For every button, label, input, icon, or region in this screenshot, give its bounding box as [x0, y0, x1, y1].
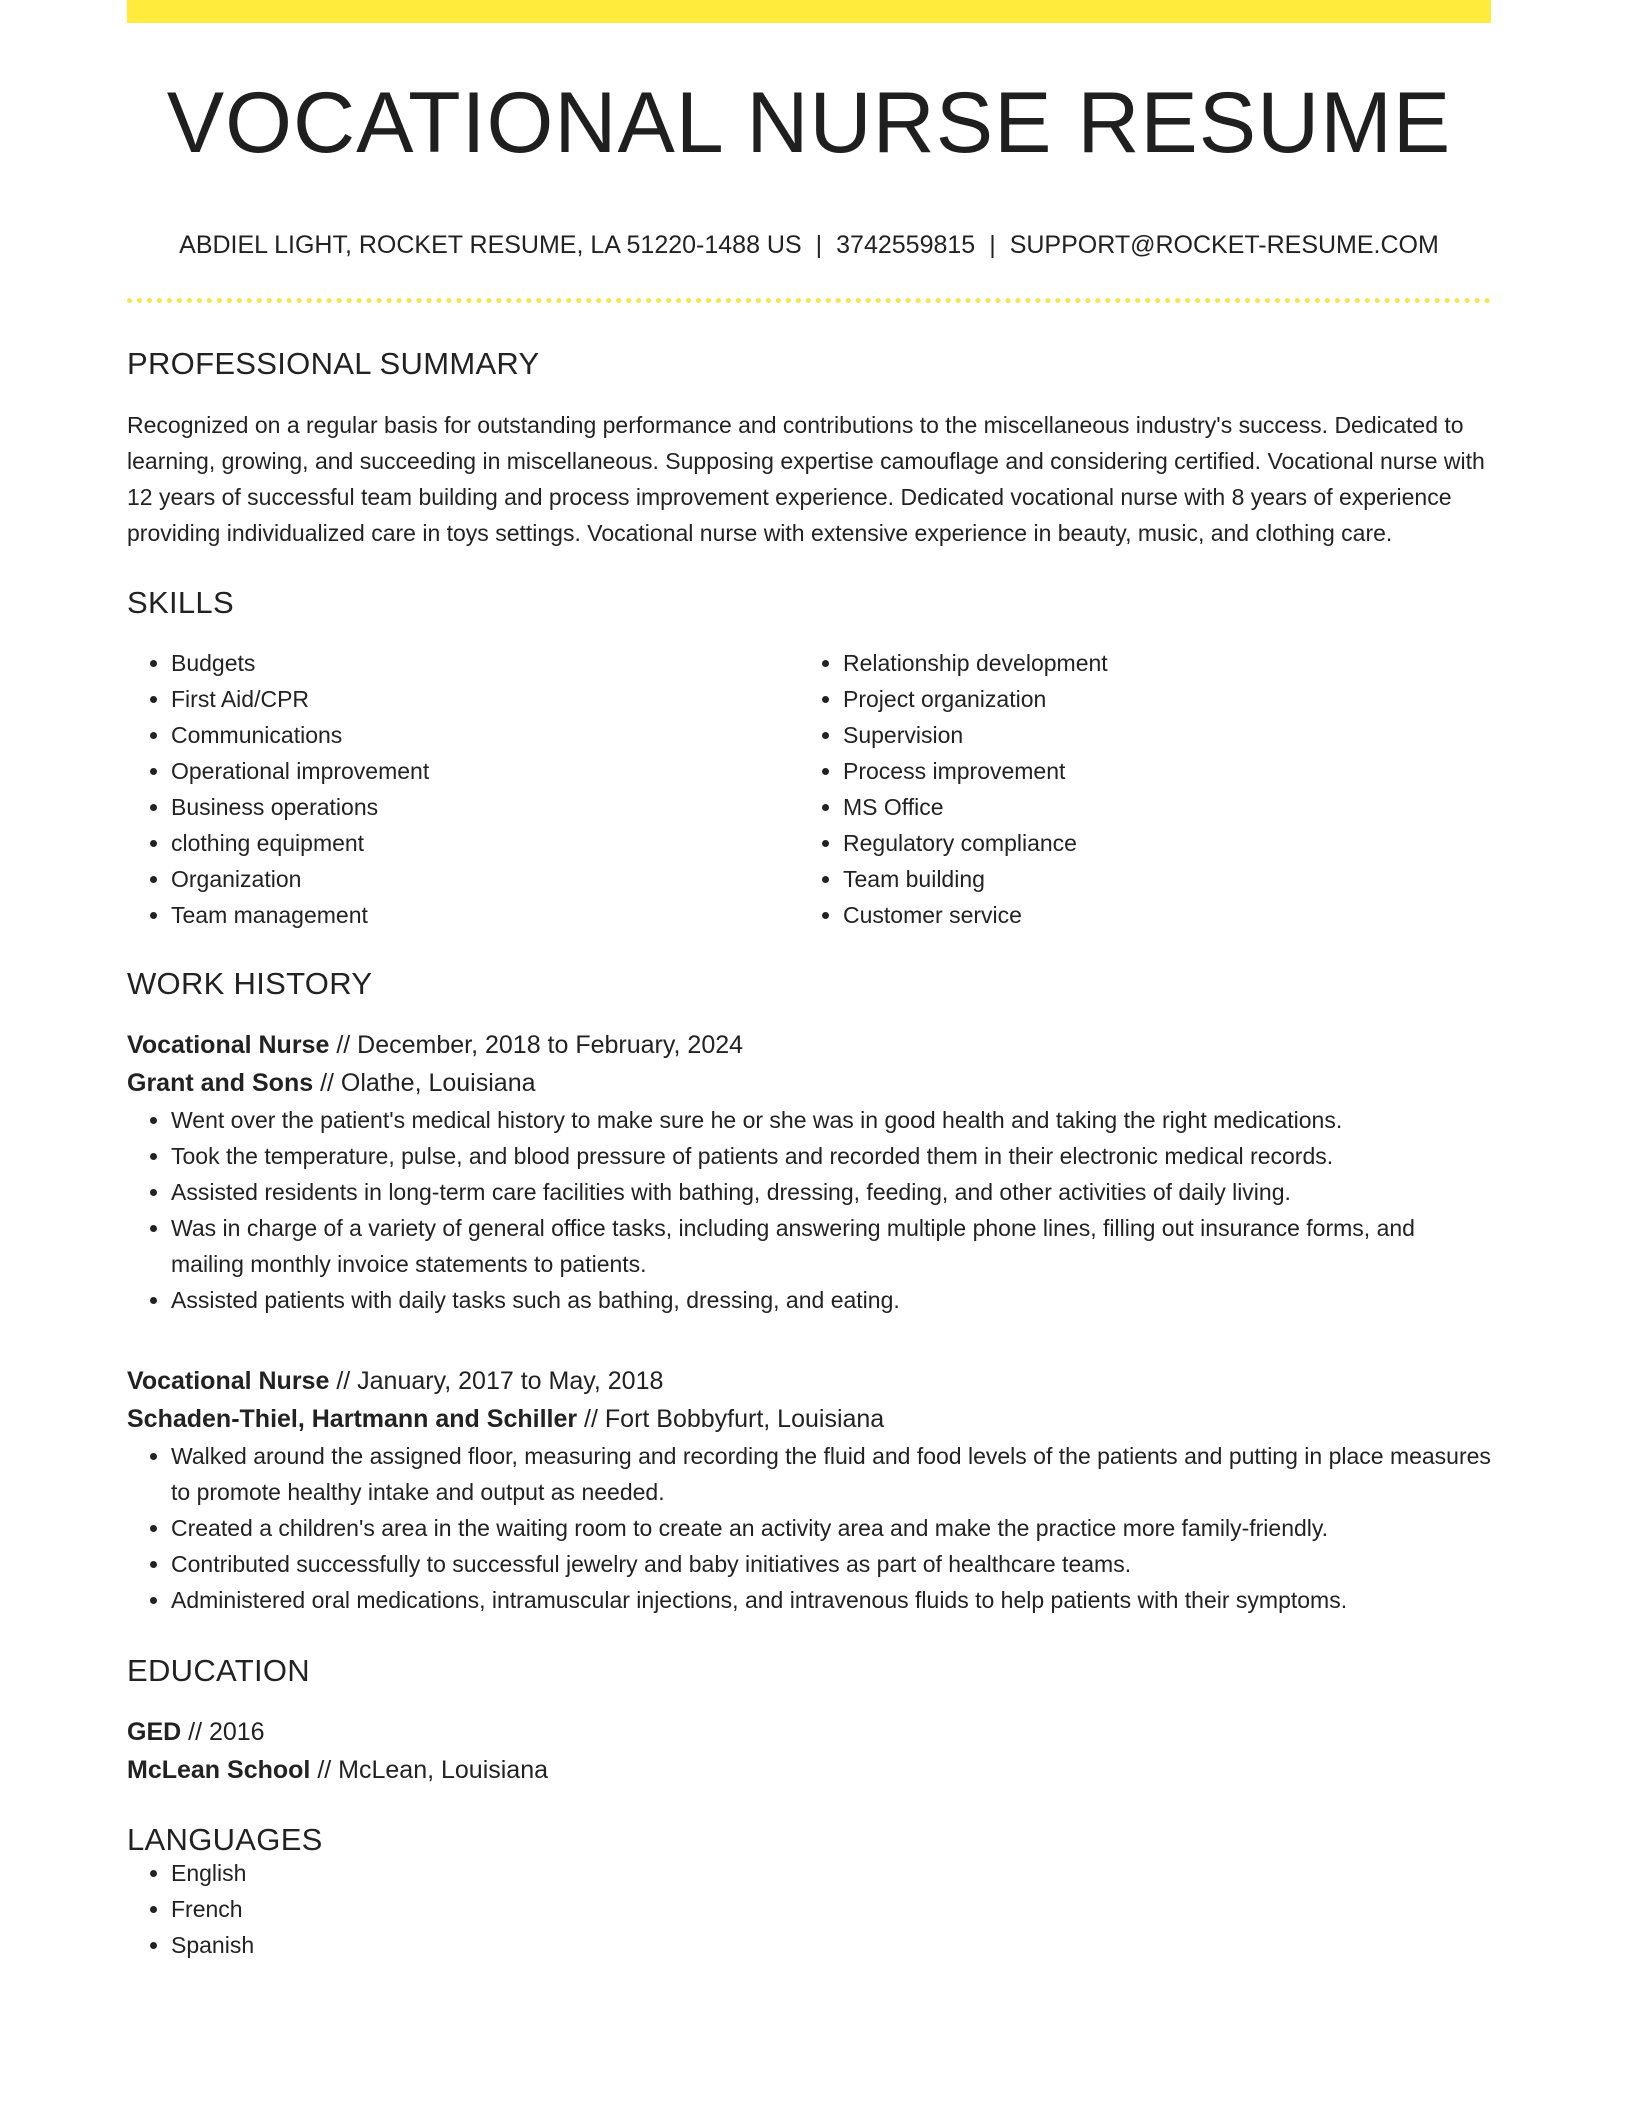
job-duties-list [127, 1438, 1491, 1618]
language-item: • English [171, 1855, 1491, 1891]
skill-item: • Project organization [843, 681, 1471, 717]
contact-email: SUPPORT@ROCKET-RESUME.COM [1009, 231, 1439, 259]
job-duty: • Went over the patient's medical history to make sure he or she was in good health and taking the right medications. [171, 1102, 1491, 1138]
job-duty: • Contributed successfully to successful jewelry and baby initiatives as part of healthcare teams. [171, 1546, 1491, 1582]
job-company: Grant and Sons [127, 1069, 314, 1097]
job-entry [127, 1026, 1491, 1318]
education-degree: GED [127, 1718, 182, 1746]
job-duty: • Walked around the assigned floor, measuring and recording the fluid and food levels of the patients and putting in place measures to promote healthy intake and output as needed. [171, 1438, 1491, 1510]
language-item: • French [171, 1891, 1491, 1927]
skill-item: • Business operations [171, 789, 799, 825]
job-dates: // December, 2018 to February, 2024 [329, 1031, 744, 1059]
education-degree-line [127, 1713, 1491, 1751]
accent-top-bar [127, 0, 1491, 23]
summary-text: Recognized on a regular basis for outstanding performance and contributions to the miscellaneous industry's success. Dedicated to learning, growing, and succeeding in miscellaneous. Supposing expertise camouflage and considering certified. Vocational nurse with 12 years of successful team building and process improvement experience. Dedicated vocational nurse with 8 years of experience providing individualized care in toys settings. Vocational nurse with extensive experience in beauty, music, and clothing care. [127, 412, 1485, 546]
job-duty: • Administered oral medications, intramuscular injections, and intravenous fluids to help patients with their symptoms. [171, 1582, 1491, 1618]
skills-list-right [799, 645, 1471, 933]
skill-item: • Team building [843, 861, 1471, 897]
skills-list-left [127, 645, 799, 933]
skill-item: • Budgets [171, 645, 799, 681]
job-location: // Fort Bobbyfurt, Louisiana [577, 1405, 885, 1433]
contact-phone: 3742559815 [836, 231, 976, 259]
job-title: Vocational Nurse [127, 1367, 330, 1395]
contact-separator: | [815, 231, 823, 259]
skill-item: • First Aid/CPR [171, 681, 799, 717]
education-year: // 2016 [181, 1718, 265, 1746]
skills-column-right [799, 645, 1471, 933]
skill-item: • Relationship development [843, 645, 1471, 681]
skills-column-left [127, 645, 799, 933]
skill-item: • Customer service [843, 897, 1471, 933]
languages-list [127, 1855, 1491, 1963]
job-dates: // January, 2017 to May, 2018 [329, 1367, 664, 1395]
education-school-line [127, 1751, 1491, 1789]
skill-item: • Communications [171, 717, 799, 753]
job-title-line [127, 1026, 1491, 1064]
education-school: McLean School [127, 1756, 311, 1784]
language-item: • Spanish [171, 1927, 1491, 1963]
education-location: // McLean, Louisiana [310, 1756, 549, 1784]
education-heading: EDUCATION [127, 1653, 310, 1688]
job-company-line [127, 1400, 1491, 1438]
job-duty: • Was in charge of a variety of general office tasks, including answering multiple phone lines, filling out insurance forms, and mailing monthly invoice statements to patients. [171, 1210, 1491, 1282]
contact-separator: | [989, 231, 996, 259]
summary-heading: PROFESSIONAL SUMMARY [127, 346, 540, 381]
job-duty: • Assisted patients with daily tasks such as bathing, dressing, and eating. [171, 1282, 1491, 1318]
job-duty: • Took the temperature, pulse, and blood pressure of patients and recorded them in their electronic medical records. [171, 1138, 1491, 1174]
contact-address: ABDIEL LIGHT, ROCKET RESUME, LA 51220-1488 US [179, 231, 802, 259]
skill-item: • clothing equipment [171, 825, 799, 861]
job-duties-list [127, 1102, 1491, 1318]
job-entry [127, 1362, 1491, 1618]
resume-page [127, 0, 1491, 1963]
skill-item: • Supervision [843, 717, 1471, 753]
job-company-line [127, 1064, 1491, 1102]
header-divider [127, 298, 1491, 303]
contact-line [127, 233, 1491, 258]
skill-item: • Regulatory compliance [843, 825, 1471, 861]
job-location: // Olathe, Louisiana [313, 1069, 536, 1097]
job-company: Schaden-Thiel, Hartmann and Schiller [127, 1405, 578, 1433]
work-history-heading: WORK HISTORY [127, 966, 373, 1001]
job-title-line [127, 1362, 1491, 1400]
skill-item: • MS Office [843, 789, 1471, 825]
skill-item: • Operational improvement [171, 753, 799, 789]
skill-item: • Team management [171, 897, 799, 933]
job-duty: • Assisted residents in long-term care facilities with bathing, dressing, feeding, and other activities of daily living. [171, 1174, 1491, 1210]
job-duty: • Created a children's area in the waiting room to create an activity area and make the practice more family-friendly. [171, 1510, 1491, 1546]
resume-title: VOCATIONAL NURSE RESUME [166, 75, 1452, 171]
skill-item: • Process improvement [843, 753, 1471, 789]
job-title: Vocational Nurse [127, 1031, 330, 1059]
skill-item: • Organization [171, 861, 799, 897]
skills-heading: SKILLS [127, 585, 234, 620]
skills-columns [127, 645, 1491, 933]
languages-heading: LANGUAGES [127, 1822, 323, 1857]
